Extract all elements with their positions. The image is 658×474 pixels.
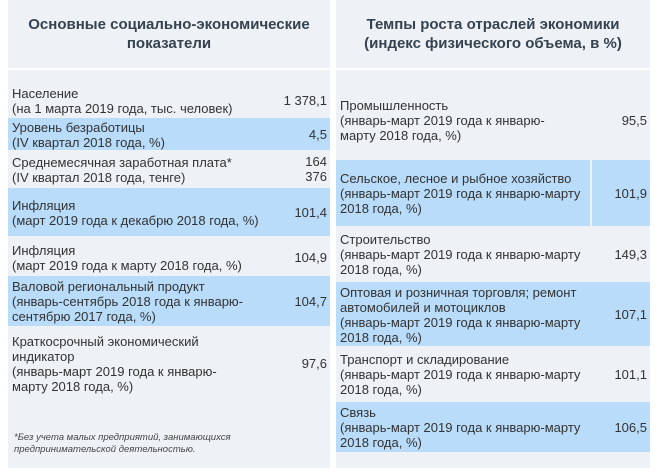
row-value: 101,4 — [294, 204, 327, 220]
row-label: Краткосрочный экономический индикатор (январь-март 2019 года к январю-марту 2018 года, %) — [12, 333, 217, 394]
row-value: 106,5 — [614, 419, 647, 435]
row-value: 107,1 — [614, 306, 647, 322]
row-value: 101,1 — [614, 366, 647, 382]
row-label: Связь (январь-март 2019 года к январю-марту 2018 года, %) — [340, 405, 581, 450]
sector-row-construction — [336, 230, 650, 278]
sector-row-trade — [336, 282, 650, 346]
row-label: Валовой региональный продукт (январь-сентябрь 2018 года к январю-сентябрю 2017 года, %) — [12, 279, 244, 324]
row-value: 104,7 — [294, 293, 327, 309]
sector-row-agriculture — [336, 160, 650, 226]
indicator-row-inflation-mar — [8, 240, 330, 274]
indicator-row-short-term — [8, 330, 330, 396]
left-title-text: Основные социально-экономические показатели — [28, 16, 310, 52]
row-value: 97,6 — [301, 355, 327, 371]
row-label: Инфляция (март 2019 года к декабрю 2018 года, %) — [12, 197, 259, 228]
row-value: 4,5 — [308, 126, 327, 142]
row-label: Промышленность (январь-март 2019 года к январю-марту 2018 года, %) — [340, 98, 545, 143]
left-panel — [8, 0, 330, 474]
indicator-row-population — [8, 84, 330, 116]
row-value: 149,3 — [614, 246, 647, 262]
row-label: Оптовая и розничная торговля; ремонт автомобилей и мотоциклов (январь-март 2019 года к январю-марту 2018 года, %) — [340, 284, 581, 345]
indicator-row-salary — [8, 152, 330, 186]
row-label: Уровень безработицы (IV квартал 2018 года, %) — [12, 119, 165, 150]
row-label: Инфляция (март 2019 года к марту 2018 года, %) — [12, 242, 242, 273]
row-value: 164 376 — [305, 154, 327, 184]
row-label: Транспорт и складирование (январь-март 2019 года к январю-марту 2018 года, %) — [340, 352, 581, 397]
row-label: Сельское, лесное и рыбное хозяйство (январь-март 2019 года к январю-марту 2018 года, %) — [336, 160, 592, 226]
indicator-row-unemployment — [8, 118, 330, 150]
indicator-row-inflation-dec — [8, 188, 330, 236]
row-label: Население (на 1 марта 2019 года, тыс. человек) — [12, 85, 233, 116]
row-value: 101,9 — [614, 185, 647, 201]
row-value: 104,9 — [294, 249, 327, 265]
left-panel-title — [8, 0, 330, 68]
footnote: *Без учета малых предприятий, занимающихся предпринимательской деятельностью. — [14, 432, 231, 455]
right-panel — [336, 0, 650, 474]
row-label: Среднемесячная заработная плата* (IV квартал 2018 года, тенге) — [12, 154, 232, 185]
row-value: 95,5 — [621, 112, 647, 128]
sector-row-communication — [336, 402, 650, 452]
indicator-row-grp — [8, 276, 330, 326]
row-label: Строительство (январь-март 2019 года к январю-марту 2018 года, %) — [340, 232, 581, 277]
right-panel-title — [336, 0, 650, 68]
sector-row-transport — [336, 350, 650, 398]
sector-row-industry — [336, 96, 650, 144]
row-value: 1 378,1 — [283, 92, 327, 108]
right-title-text: Темпы роста отраслей экономики (индекс физического объема, в %) — [364, 16, 622, 52]
